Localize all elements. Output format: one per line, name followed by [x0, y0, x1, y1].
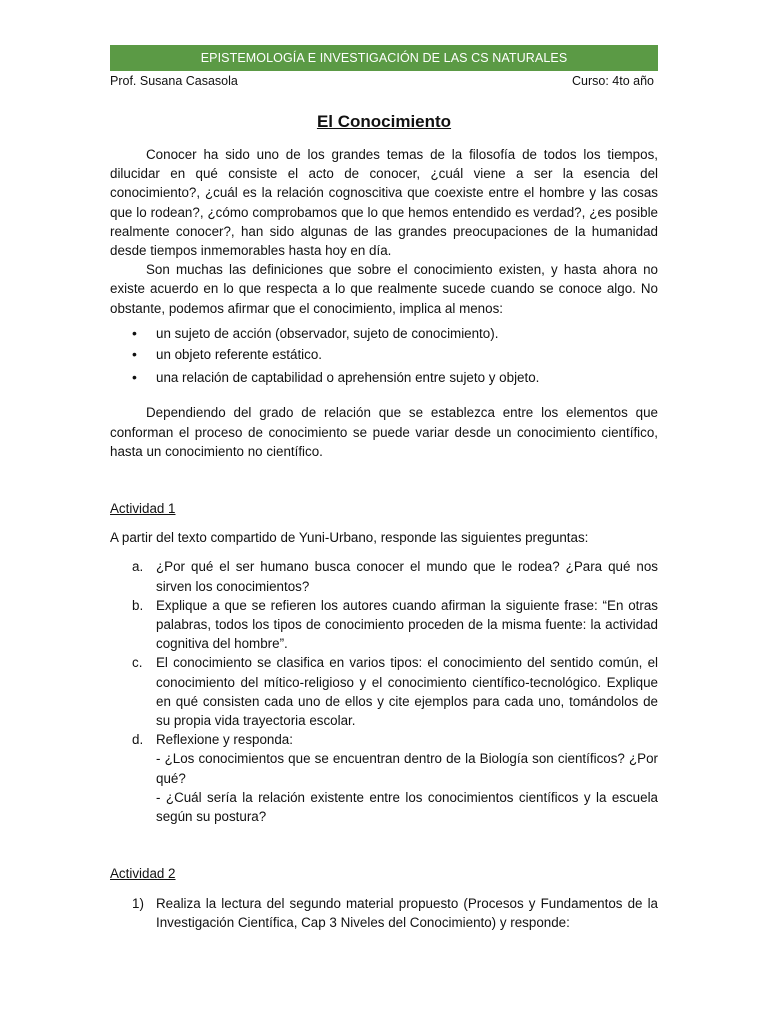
- bullet-icon: •: [132, 369, 137, 386]
- spacer: [110, 461, 658, 499]
- activity-1-intro: A partir del texto compartido de Yuni-Urbano, responde las siguientes preguntas:: [110, 530, 589, 546]
- intro-paragraph: Conocer ha sido uno de los grandes temas de la filosofía de todos los tiempos, dilucidar en qué consiste el acto de conocer, ¿cuál viene a ser la esencia del conocimiento?, ¿cuál es la relación cognoscitiva que coexiste entre el hombre y las cosas que lo rodean?, ¿cómo comprobamos que lo que hemos entendido es verdad?, ¿es posible realmente conocer?, han sido algunas de las grandes preocupaciones de la humanidad desde tiempos inmemorables hasta hoy en día.: [110, 147, 658, 259]
- question-1: 1) Realiza la lectura del segundo material propuesto (Procesos y Fundamentos de la Investigación Científica, Cap 3 Niveles del Conocimiento) y responde:: [132, 895, 658, 930]
- knowledge-elements-list: [110, 324, 658, 388]
- list-item: • un sujeto de acción (observador, sujeto de conocimiento).: [110, 324, 658, 343]
- question-c: c. El conocimiento se clasifica en varios tipos: el conocimiento del sentido común, el conocimiento del mítico-religioso y el conocimiento científico-tecnológico. Explique en qué consisten cada uno de ellos y cite ejemplos para cada uno, tomándolos de su propia vida trayectoria escolar.: [132, 655, 658, 729]
- activity-1-questions: [110, 557, 658, 826]
- bullet-icon: •: [132, 324, 137, 341]
- bullet-icon: •: [132, 346, 137, 363]
- document-title: El Conocimiento: [316, 112, 452, 131]
- question-d-sub-2: - ¿Cuál sería la relación existente entre los conocimientos científicos y la escuela según su postura?: [156, 789, 658, 825]
- document-body: [110, 145, 658, 932]
- activity-1-heading: Actividad 1: [110, 501, 176, 517]
- question-d-sub-1: - ¿Los conocimientos que se encuentran dentro de la Biología son científicos? ¿Por qué?: [156, 751, 658, 786]
- spacer: [110, 389, 658, 403]
- question-d: d. Reflexione y responda: - ¿Los conocimientos que se encuentran dentro de la Biología son científicos? ¿Por qué? - ¿Cuál sería la relación existente entre los conocimientos científicos y la escuela según su postura?: [110, 730, 658, 826]
- definitions-paragraph: Son muchas las definiciones que sobre el conocimiento existen, y hasta ahora no existe acuerdo en lo que respecta a lo que realmente sucede cuando se conoce algo. No obstante, podemos afirmar que el conocimiento, implica al menos:: [110, 262, 658, 316]
- spacer: [110, 826, 658, 864]
- header-meta: [110, 74, 658, 88]
- question-b: b. Explique a que se refieren los autores cuando afirman la siguiente frase: “En otras palabras, todos los tipos de conocimiento proceden de la misma fuente: la actividad cognitiva del hombre”.: [132, 597, 658, 652]
- closing-paragraph: Dependiendo del grado de relación que se establezca entre los elementos que conforman el proceso de conocimiento se puede variar desde un conocimiento científico, hasta un conocimiento no científico.: [110, 405, 658, 459]
- list-item: • un objeto referente estático.: [110, 345, 658, 364]
- course-label: Curso: 4to año: [572, 74, 654, 88]
- list-item: • una relación de captabilidad o aprehensión entre sujeto y objeto.: [110, 368, 658, 387]
- activity-2-questions: [110, 894, 658, 932]
- question-a: a. ¿Por qué el ser humano busca conocer el mundo que le rodea? ¿Para qué nos sirven los conocimientos?: [132, 559, 658, 594]
- professor-name: Prof. Susana Casasola: [110, 74, 238, 88]
- activity-2-heading: Actividad 2: [110, 866, 176, 882]
- course-banner: EPISTEMOLOGÍA E INVESTIGACIÓN DE LAS CS NATURALES: [110, 45, 658, 71]
